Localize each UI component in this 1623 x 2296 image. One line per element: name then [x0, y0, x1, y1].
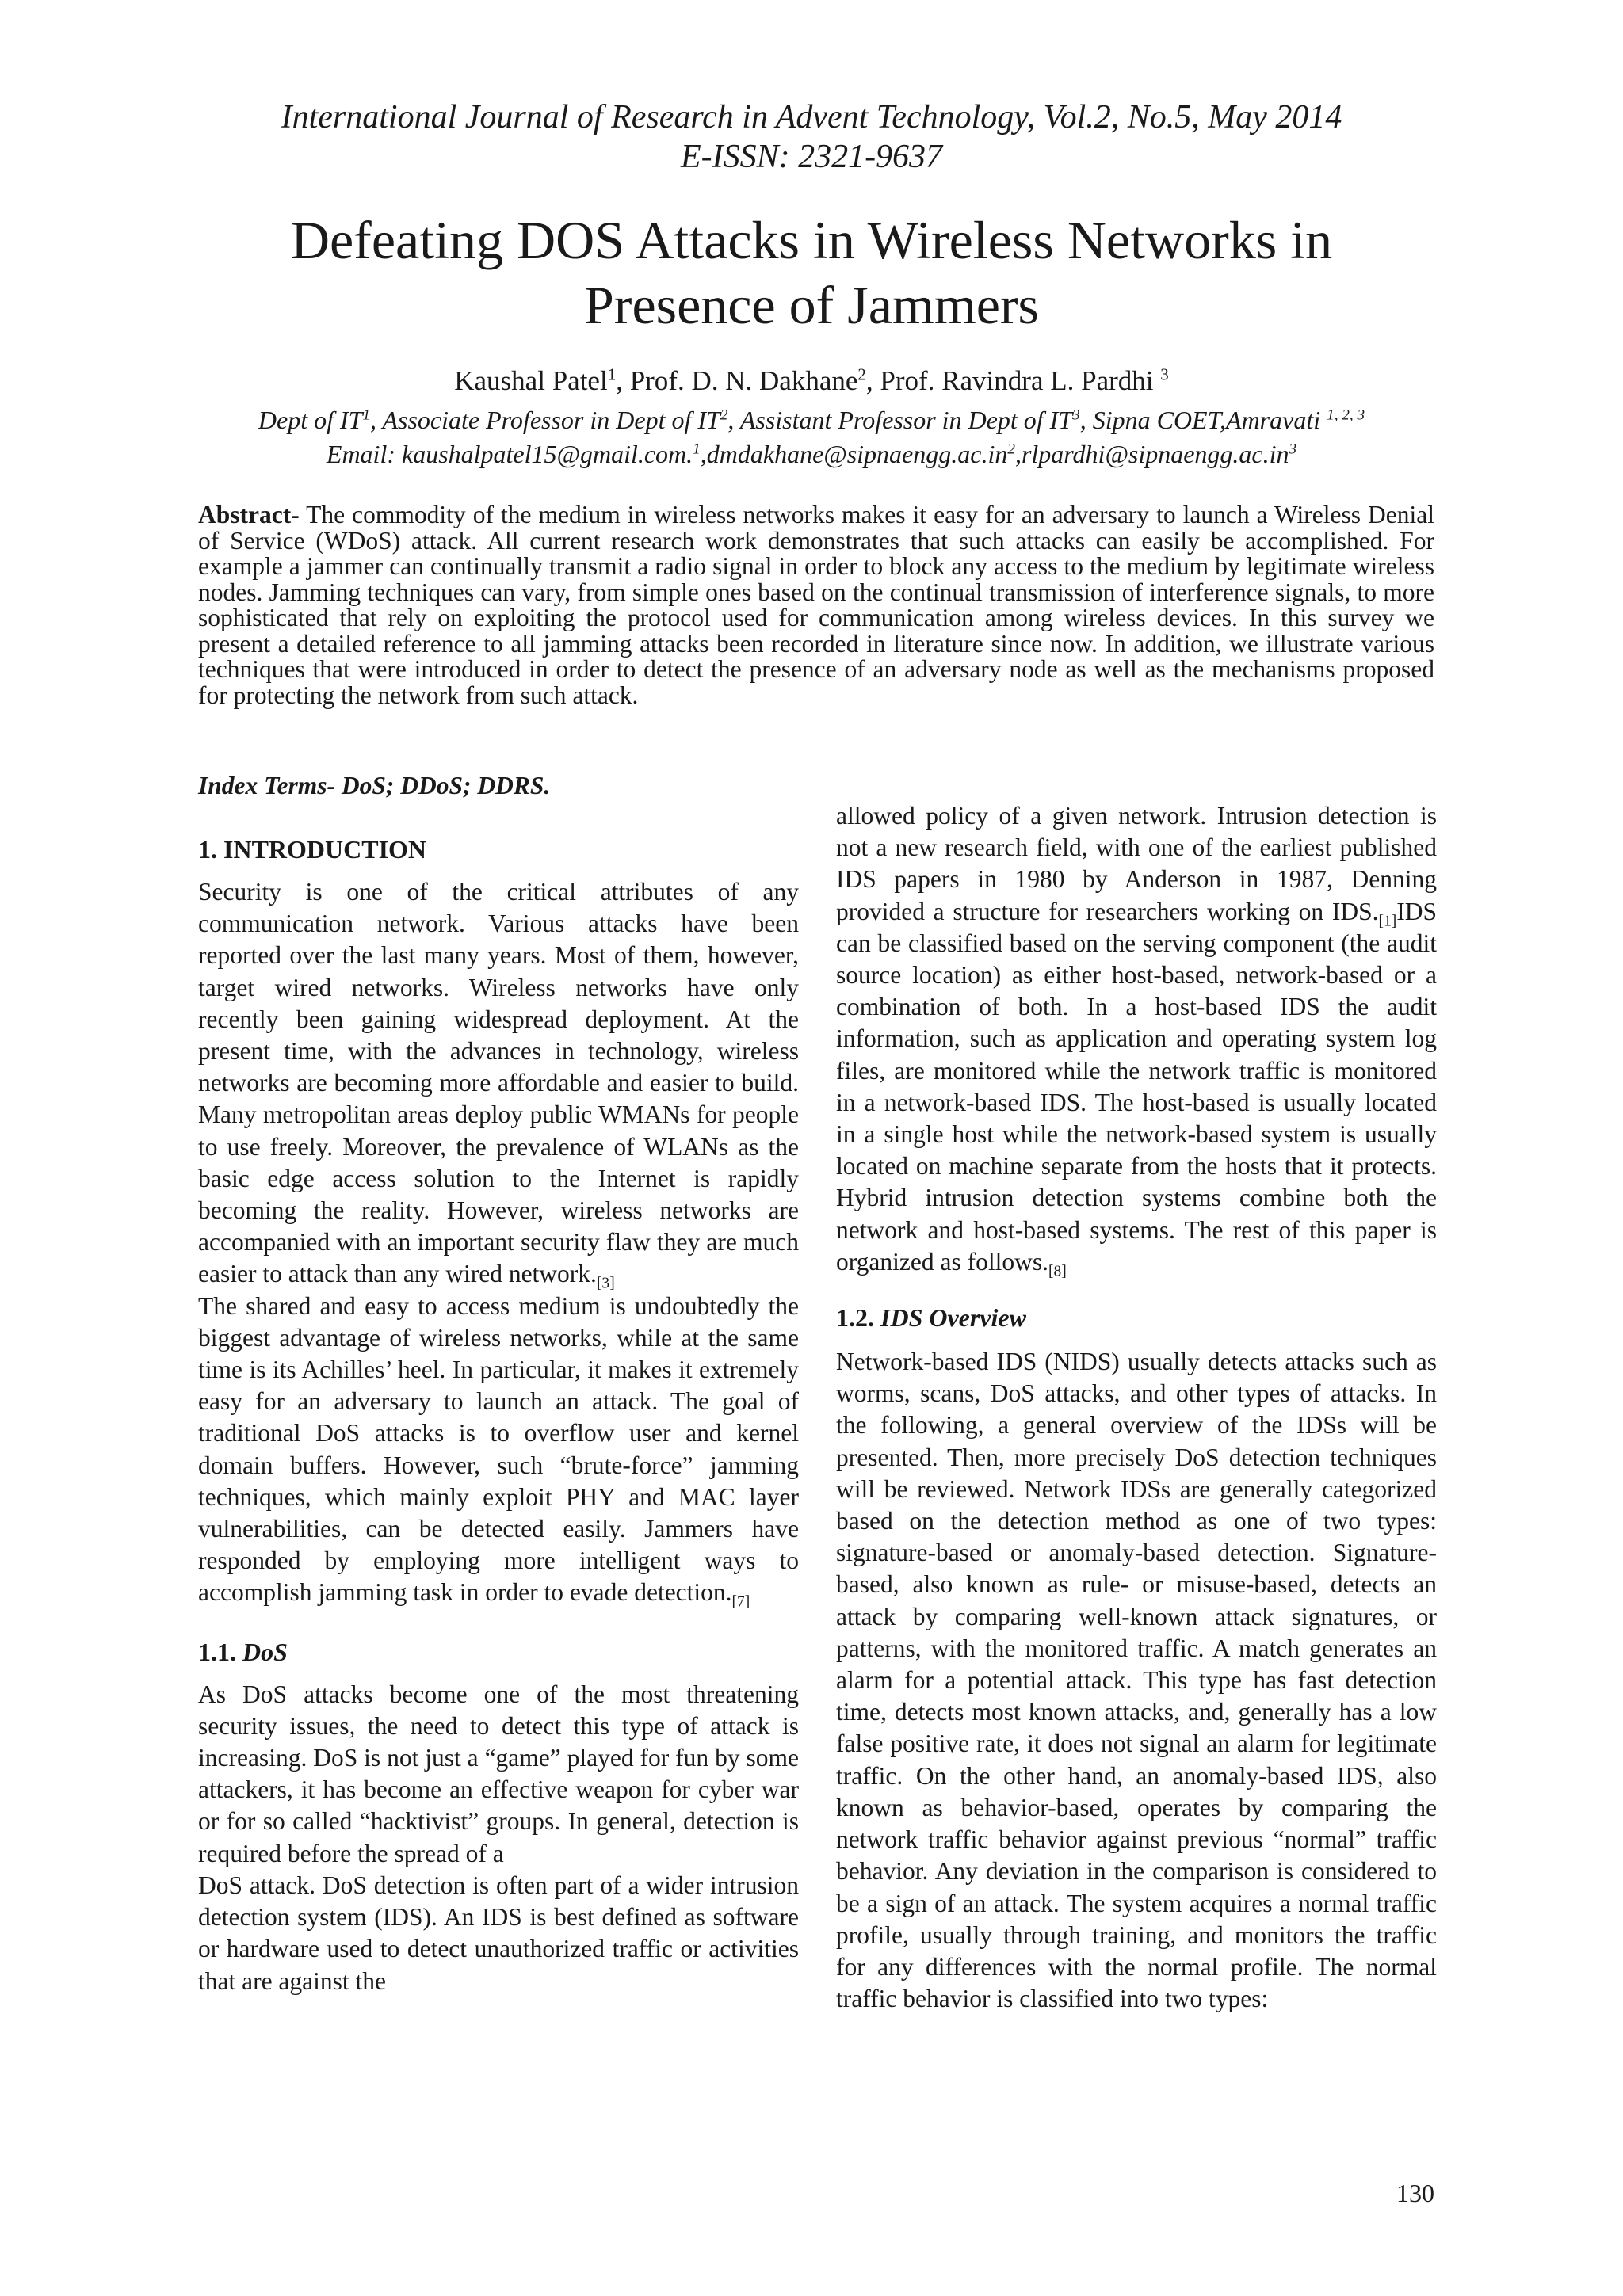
- citation-ref: [3]: [596, 1275, 615, 1292]
- section-heading-ids-overview: 1.2. IDS Overview: [836, 1303, 1026, 1333]
- abstract: [198, 502, 1434, 708]
- title-line-2: Presence of Jammers: [583, 275, 1039, 335]
- citation-ref: [1]: [1378, 912, 1397, 929]
- section-heading-introduction: 1. INTRODUCTION: [198, 835, 427, 864]
- dos-paragraph-1: As DoS attacks become one of the most threatening security issues, the need to detect this type of attack is increasing. DoS is not just a “game” played for fun by some attackers, it has become an effective weapon for cyber war or for so called “hacktivist” groups. In general, detection is required before the spread of a: [198, 1680, 799, 1867]
- journal-header: International Journal of Research in Advent Technology, Vol.2, No.5, May 2014: [281, 99, 1342, 135]
- citation-ref: [7]: [731, 1593, 750, 1611]
- issn-line: E-ISSN: 2321-9637: [680, 139, 943, 175]
- page-number: 130: [1396, 2179, 1434, 2207]
- index-terms: Index Terms- DoS; DDoS; DDRS.: [198, 772, 551, 799]
- abstract-label: Abstract-: [198, 501, 300, 528]
- abstract-text: The commodity of the medium in wireless networks makes it easy for an adversary to launch a Wireless Denial of Service (WDoS) attack. All current research work demonstrates that such attacks can easily be accomplished. For example a jammer can continually transmit a radio signal in order to block any access to the medium by legitimate wireless nodes. Jamming techniques can vary, from simple ones based on the continual transmission of interference signals, to more sophisticated that rely on exploiting the protocol used for communication among wireless devices. In this survey we present a detailed reference to all jamming attacks been recorded in literature since now. In addition, we illustrate various techniques that were introduced in order to detect the presence of an adversary node as well as the mechanisms proposed for protecting the network from such attack.: [198, 501, 1434, 709]
- intro-paragraph-1: Security is one of the critical attributes of any communication network. Various attacks have been reported over the last many years. Most of them, however, target wired networks. Wireless networks have only recently been gaining widespread deployment. At the present time, with the advances in technology, wireless networks are becoming more affordable and easier to build. Many metropolitan areas deploy public WMANs for people to use freely. Moreover, the prevalence of WLANs as the basic edge access solution to the Internet is rapidly becoming the reality. However, wireless networks are accompanied with an important security flaw they are much easier to attack than any wired $network._{[3]}$: [198, 878, 799, 1292]
- paper-title: [158, 208, 1465, 338]
- right-column: [836, 800, 1437, 2015]
- citation-ref: [8]: [1048, 1263, 1067, 1280]
- author-list: Kaushal Patel$^1$, Prof. D. N. Dakhane$^2$, Prof. Ravindra L. Pardhi $^3$: [454, 364, 1169, 396]
- affiliation: Dept of $IT^1$, Associate Professor in Dept of $IT^2$, Assistant Professor in Dept of $IT^3$, Sipna COET,Amravati $^{1, 2, 3}$: [258, 406, 1365, 434]
- author-emails: Email: $kaushalpatel15@gmail.com.^1,dmdakhane@sipnaengg.ac.in^2,rlpardhi@sipnaengg.ac.in^3$: [326, 440, 1297, 468]
- section-heading-dos: 1.1. DoS: [198, 1637, 288, 1666]
- intro-paragraph-2: The shared and easy to access medium is undoubtedly the biggest advantage of wireless networks, while at the same time is its Achilles’ heel. In particular, it makes it extremely easy for an adversary to launch an attack. The goal of traditional DoS attacks is to overflow user and kernel domain buffers. However, such “brute-force” jamming techniques, which mainly exploit PHY and MAC layer vulnerabilities, can be detected easily. Jammers have responded by employing more intelligent ways to accomplish jamming task in order to evade $detection._{[7]}$: [198, 1291, 799, 1611]
- dos-paragraph-2: DoS attack. DoS detection is often part of a wider intrusion detection system (IDS). An IDS is best defined as software or hardware used to detect unauthorized traffic or activities that are against the: [198, 1871, 799, 1995]
- ids-overview-paragraph: Network-based IDS (NIDS) usually detects attacks such as worms, scans, DoS attacks, and other types of attacks. In the following, a general overview of the IDSs will be presented. Then, more precisely DoS detection techniques will be reviewed. Network IDSs are generally categorized based on the detection method as one of two types: signature-based or anomaly-based detection. Signature-based, also known as rule- or misuse-based, detects an attack by comparing well-known attack signatures, or patterns, with the monitored traffic. A match generates an alarm for a potential attack. This type has fast detection time, detects most known attacks, and, generally has a low false positive rate, it does not signal an alarm for legitimate traffic. On the other hand, an anomaly-based IDS, also known as behavior-based, operates by comparing the network traffic behavior against previous “normal” traffic behavior. Any deviation in the comparison is considered to be a sign of an attack. The system acquires a normal traffic profile, usually through training, and monitors the traffic for any differences with the normal profile. The normal traffic behavior is classified into two types:: [836, 1348, 1437, 2013]
- title-line-1: Defeating DOS Attacks in Wireless Networks in: [290, 210, 1333, 270]
- left-column: [198, 800, 799, 1997]
- dos-paragraph-3: allowed policy of a given network. Intrusion detection is not a new research field, with one of the earliest published IDS papers in 1980 by Anderson in 1987, Denning provided a structure for researchers working on $IDS._{[1]}IDS$ can be classified based on the serving component (the audit source location) as either host-based, network-based or a combination of both. In a host-based IDS the audit information, such as application and operating system log files, are monitored while the network traffic is monitored in a network-based IDS. The host-based is usually located in a single host while the network-based system is usually located on machine separate from the hosts that it protects. Hybrid intrusion detection systems combine both the network and host-based systems. The rest of this paper is organized as $follows._{[8]}$: [836, 802, 1437, 1280]
